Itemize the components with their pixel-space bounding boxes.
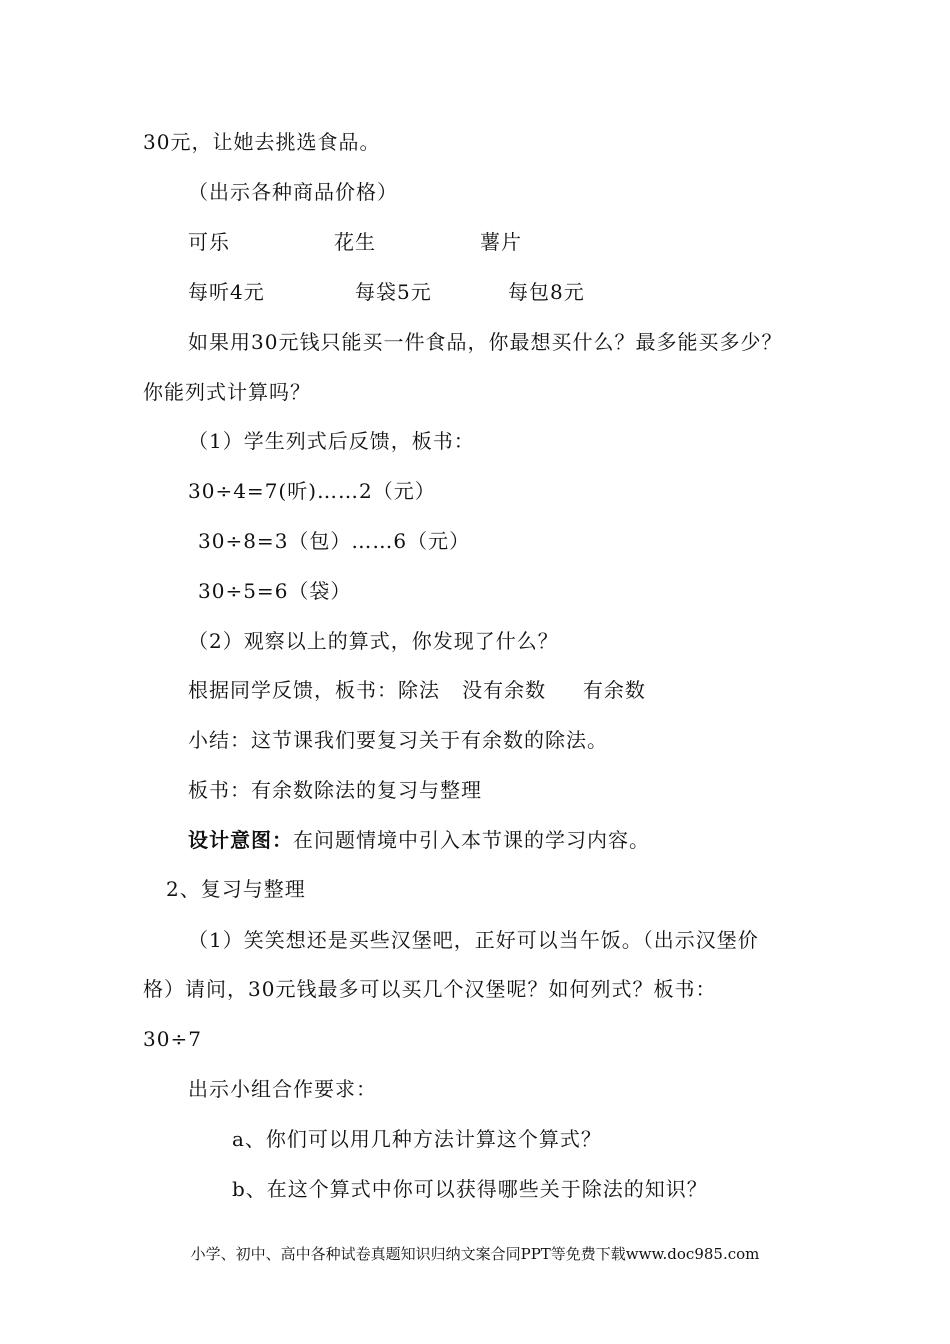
- requirement-item: b、在这个算式中你可以获得哪些关于除法的知识？: [232, 1177, 708, 1201]
- price-peanut: 每袋5元: [355, 280, 432, 304]
- text-line: 根据同学反馈，板书：除法 没有余数 有余数: [188, 678, 646, 702]
- price-cola: 每听4元: [188, 280, 265, 304]
- page-footer: 小学、初中、高中各种试卷真题知识归纳文案合同PPT等免费下载www.doc985.com: [190, 1245, 760, 1263]
- price-chips: 每包8元: [508, 280, 585, 304]
- item-peanut: 花生: [334, 230, 376, 254]
- text-line: 30元，让她去挑选食品。: [143, 130, 381, 154]
- requirement-item: a、你们可以用几种方法计算这个算式？: [232, 1127, 602, 1151]
- text-line: （出示各种商品价格）: [188, 180, 398, 204]
- text-line: （1）笑笑想还是买些汉堡吧，正好可以当午饭。（出示汉堡价: [188, 928, 759, 952]
- text-line: （1）学生列式后反馈，板书：: [188, 429, 475, 453]
- text-line: 你能列式计算吗？: [143, 380, 311, 404]
- section-heading: 2、复习与整理: [166, 877, 306, 901]
- design-intent-label: 设计意图：: [188, 828, 293, 852]
- text-line: 小结：这节课我们要复习关于有余数的除法。: [188, 728, 608, 752]
- text-line: （2）观察以上的算式，你发现了什么？: [188, 629, 559, 653]
- text-line: 出示小组合作要求：: [188, 1077, 377, 1101]
- design-intent: [188, 826, 650, 854]
- equation: 30÷4=7(听)……2（元）: [188, 479, 436, 503]
- item-cola: 可乐: [188, 230, 230, 254]
- equation: 30÷7: [143, 1027, 202, 1051]
- equation: 30÷8=3（包）……6（元）: [198, 529, 471, 553]
- text-line: 如果用30元钱只能买一件食品，你最想买什么？最多能买多少？: [188, 330, 783, 354]
- item-chips: 薯片: [480, 230, 522, 254]
- design-intent-text: 在问题情境中引入本节课的学习内容。: [293, 828, 650, 852]
- text-line: 格）请问，30元钱最多可以买几个汉堡呢？如何列式？板书：: [143, 977, 717, 1001]
- text-line: 板书：有余数除法的复习与整理: [188, 778, 482, 802]
- equation: 30÷5=6（袋）: [198, 579, 352, 603]
